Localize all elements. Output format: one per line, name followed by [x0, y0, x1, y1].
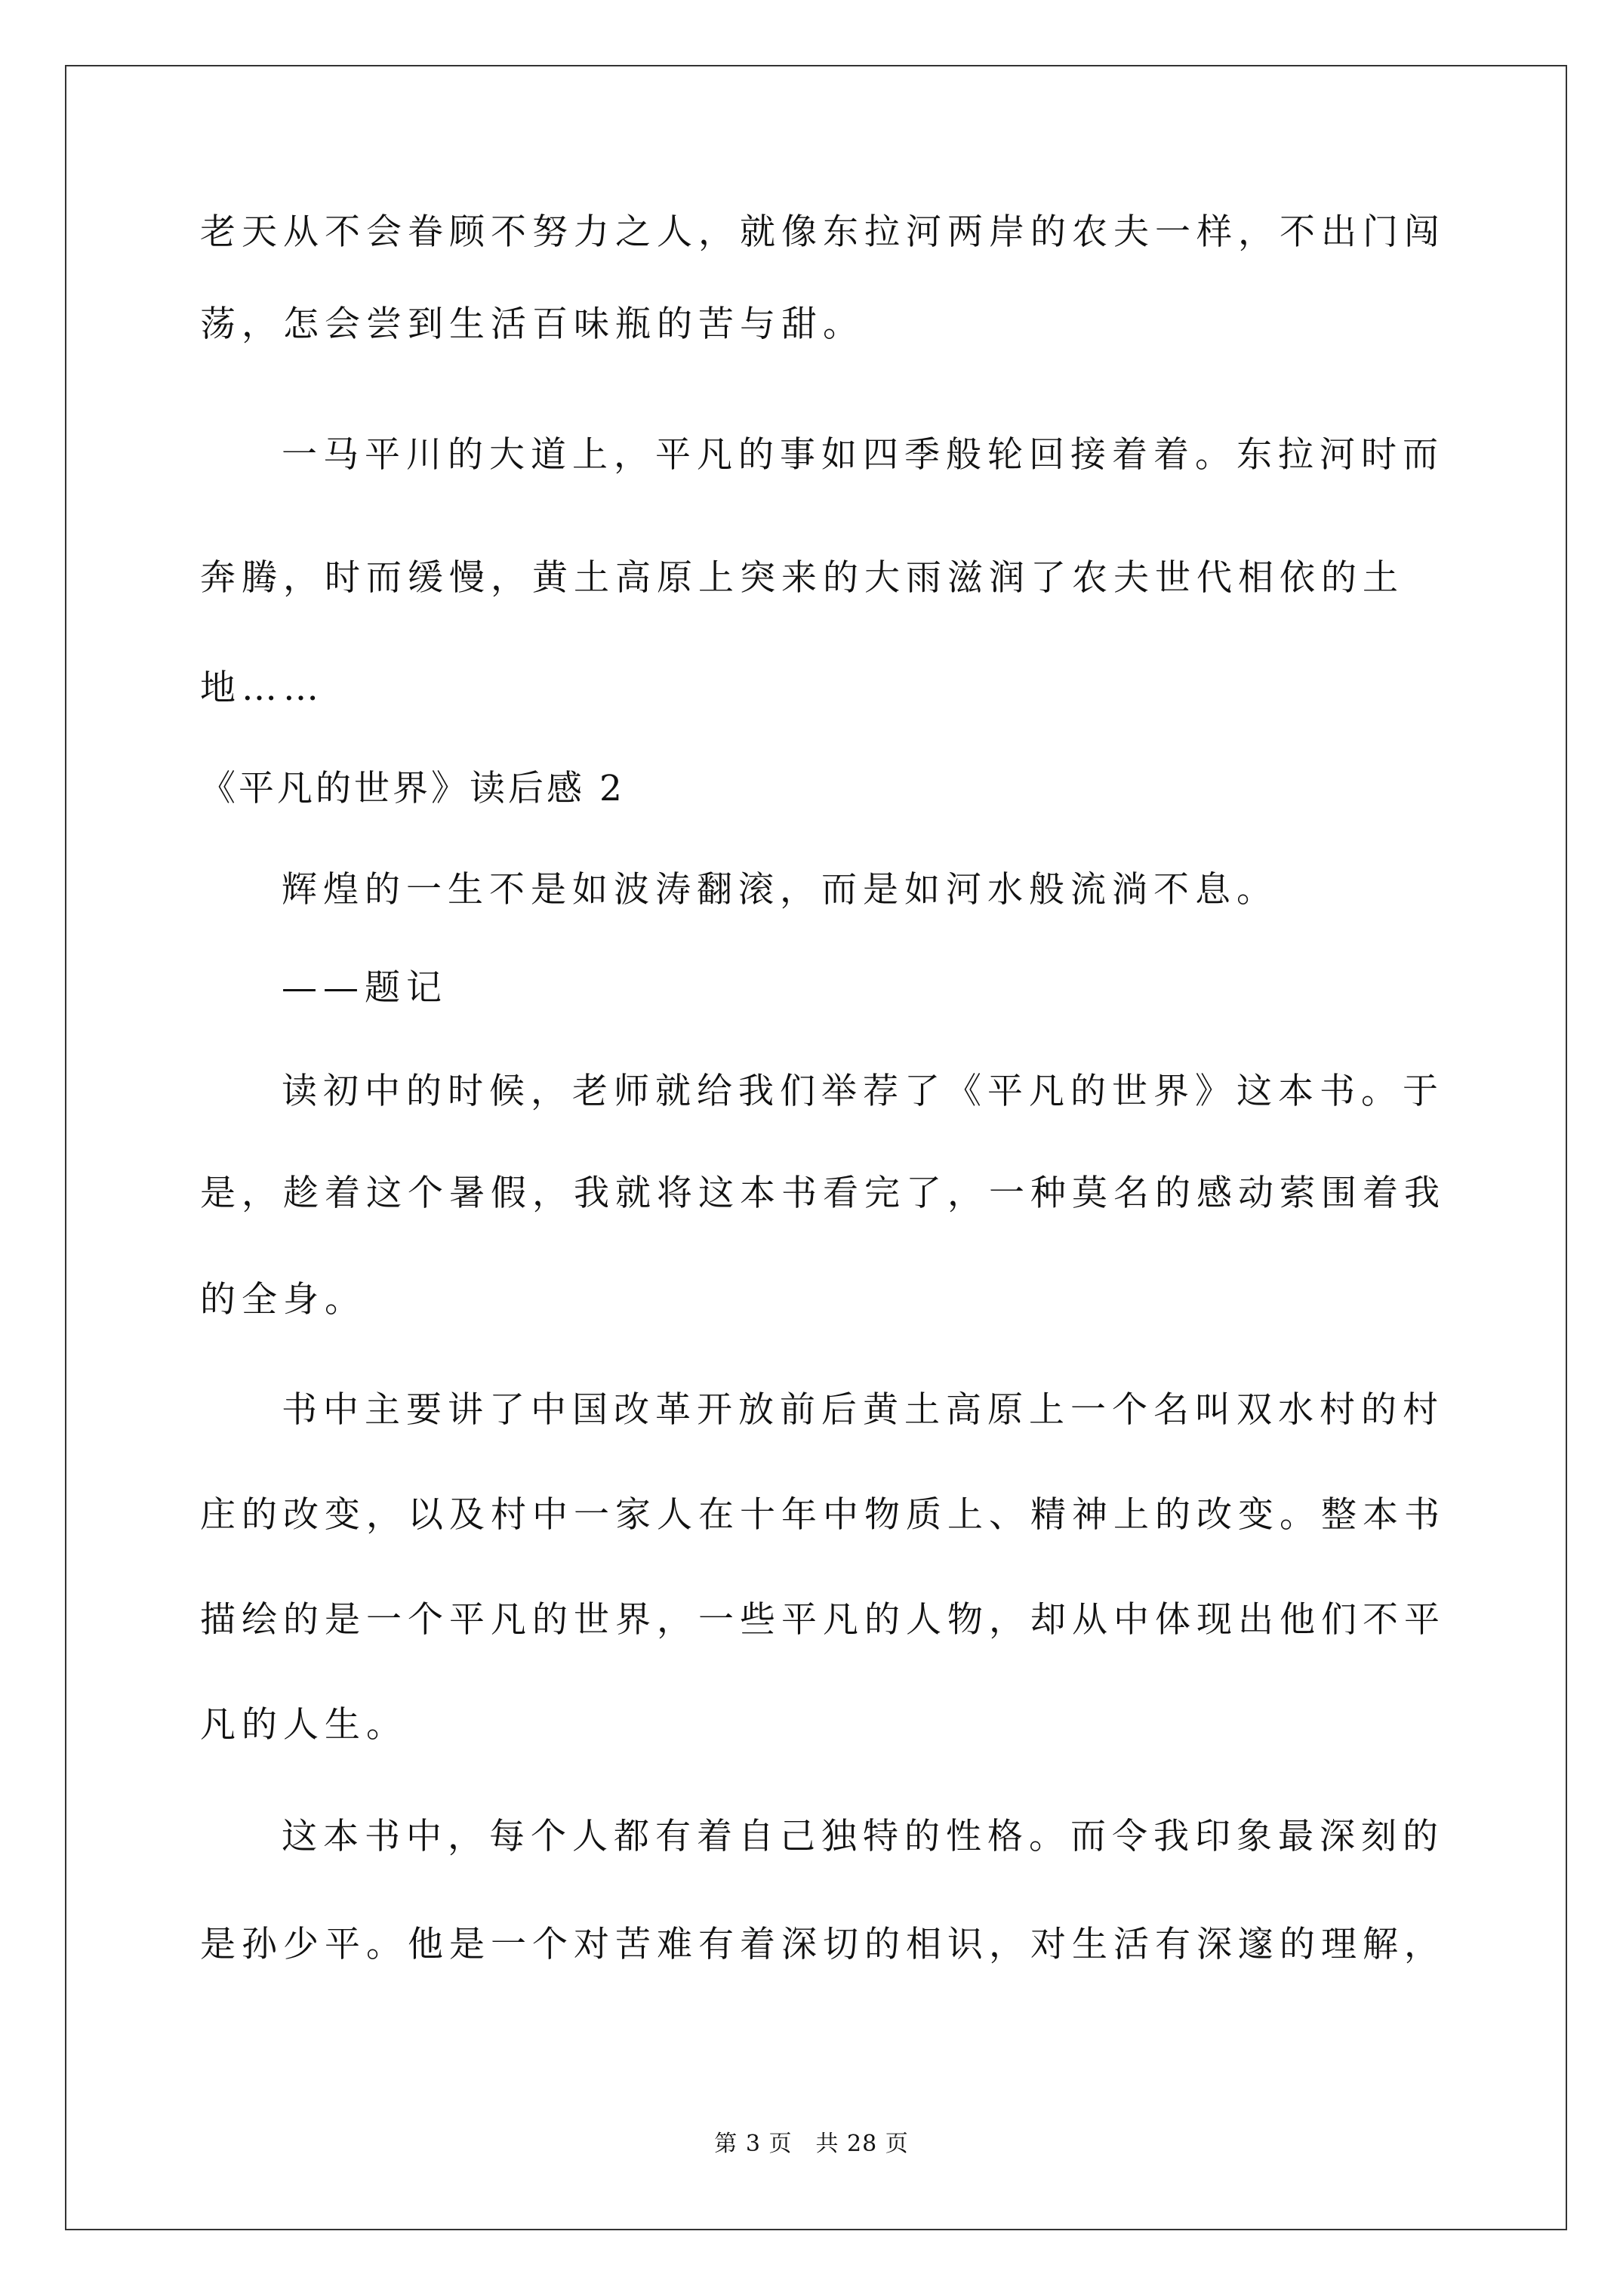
- section-heading: 《平凡的世界》读后感 2: [200, 768, 625, 809]
- page-border: [65, 65, 1567, 2230]
- text-line: 老天从不会眷顾不努力之人，就像东拉河两岸的农夫一样，不出门闯: [200, 211, 1446, 253]
- text-line: 描绘的是一个平凡的世界，一些平凡的人物，却从中体现出他们不平: [200, 1599, 1446, 1641]
- text-line: 奔腾，时而缓慢，黄土高原上突来的大雨滋润了农夫世代相依的土: [200, 557, 1404, 599]
- text-line: 庄的改变，以及村中一家人在十年中物质上、精神上的改变。整本书: [200, 1494, 1446, 1536]
- paragraph-start-line: 辉煌的一生不是如波涛翻滚，而是如河水般流淌不息。: [282, 869, 1278, 911]
- paragraph-start-line: 这本书中，每个人都有着自己独特的性格。而令我印象最深刻的: [282, 1816, 1444, 1857]
- paragraph-start-line: 书中主要讲了中国改革开放前后黄土高原上一个名叫双水村的村: [282, 1389, 1444, 1431]
- text-line: 是孙少平。他是一个对苦难有着深切的相识，对生活有深邃的理解，: [200, 1924, 1446, 1965]
- text-line: 荡，怎会尝到生活百味瓶的苦与甜。: [200, 304, 864, 345]
- paragraph-start-line: 读初中的时候，老师就给我们举荐了《平凡的世界》这本书。于: [282, 1071, 1444, 1112]
- text-line: 地……: [200, 667, 325, 709]
- text-line: 是，趁着这个暑假，我就将这本书看完了，一种莫名的感动萦围着我: [200, 1173, 1446, 1214]
- epigraph-attribution: ——题记: [282, 967, 448, 1009]
- text-line: 凡的人生。: [200, 1704, 408, 1746]
- text-line: 的全身。: [200, 1279, 366, 1321]
- paragraph-start-line: 一马平川的大道上，平凡的事如四季般轮回接着着。东拉河时而: [282, 434, 1444, 476]
- page-number-footer: 第 3 页 共 28 页: [714, 2131, 909, 2157]
